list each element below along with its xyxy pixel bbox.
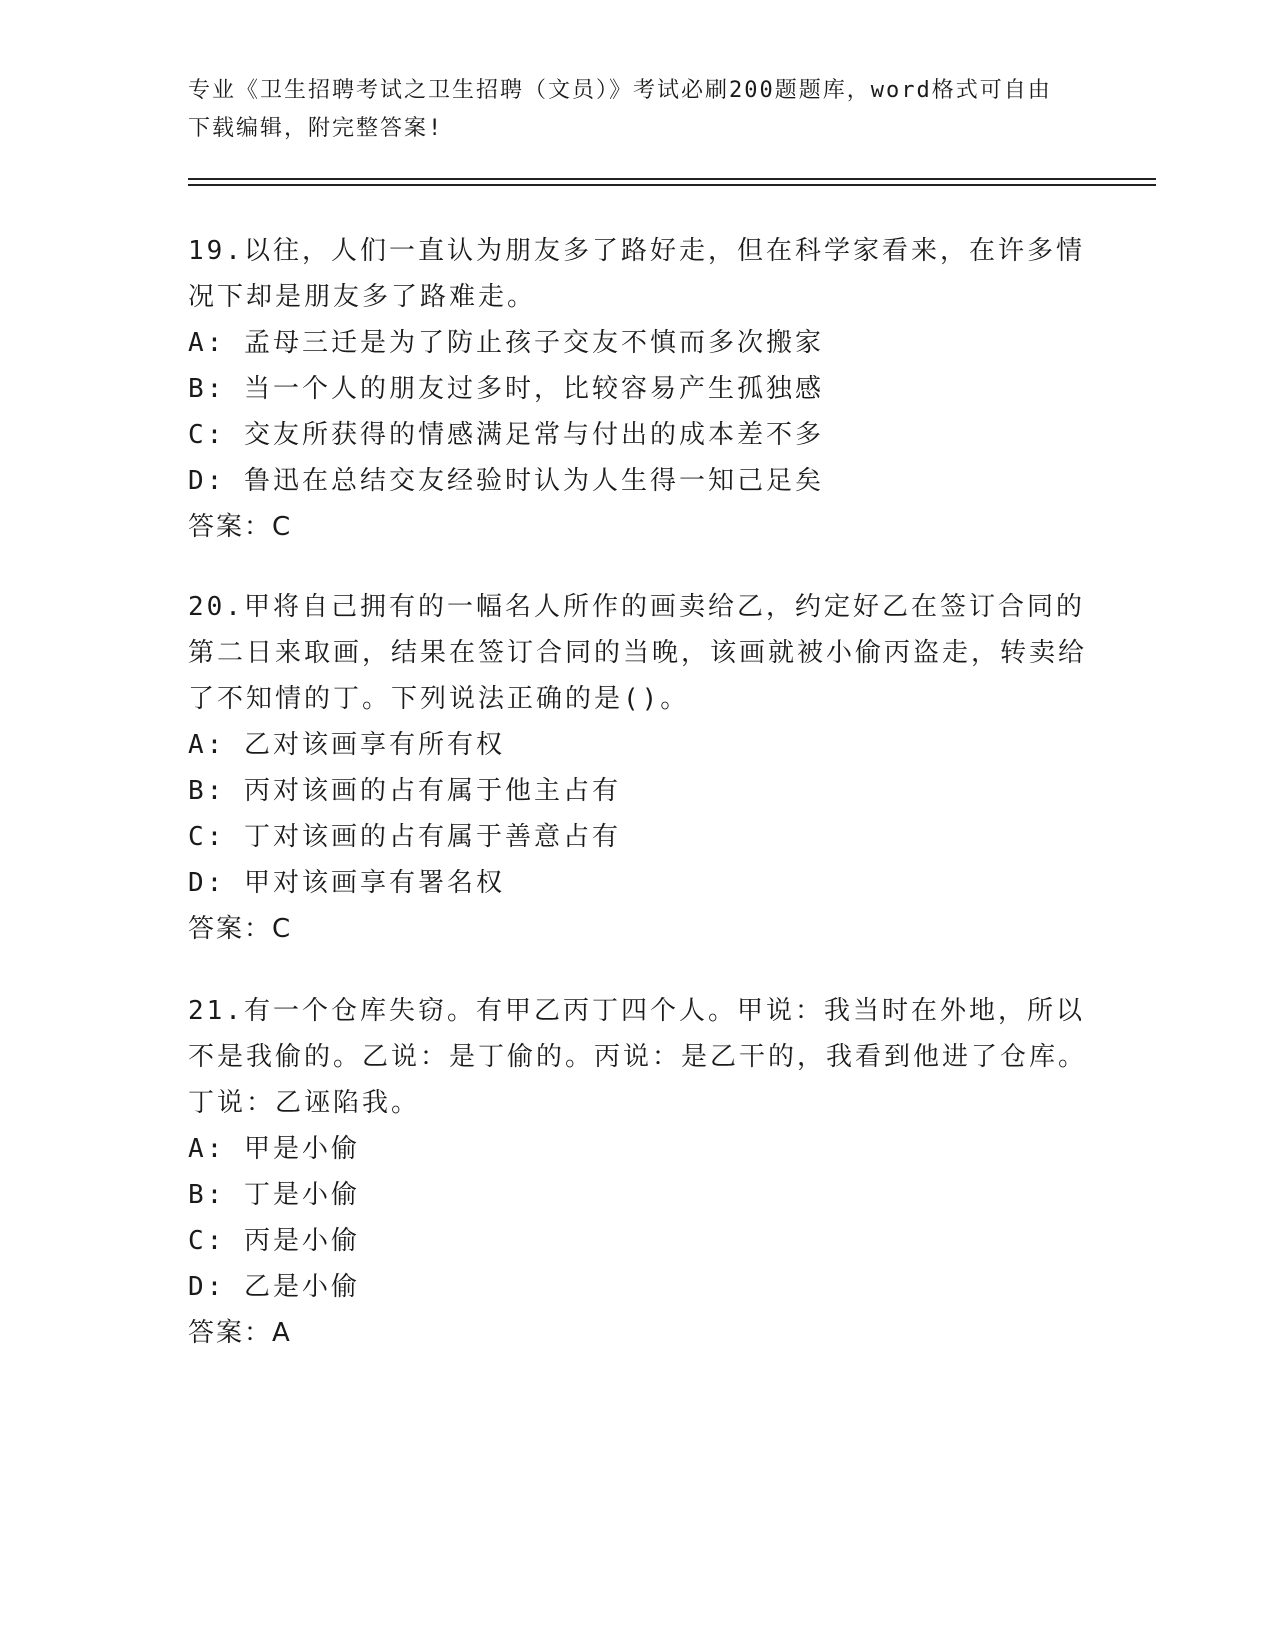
option-d: D: 甲对该画享有署名权 xyxy=(188,868,505,898)
option-c: C: 丙是小偷 xyxy=(188,1226,360,1256)
question-stem: 19.以往，人们一直认为朋友多了路好走，但在科学家看来，在许多情况下却是朋友多了路难走。 xyxy=(188,236,1085,312)
option-b: B: 当一个人的朋友过多时，比较容易产生孤独感 xyxy=(188,374,824,404)
question-20 xyxy=(188,584,1088,952)
option-d: D: 鲁迅在总结交友经验时认为人生得一知己足矣 xyxy=(188,466,824,496)
question-19 xyxy=(188,228,1088,550)
option-c: C: 丁对该画的占有属于善意占有 xyxy=(188,822,621,852)
option-d: D: 乙是小偷 xyxy=(188,1272,360,1302)
header-divider-bottom xyxy=(188,184,1156,186)
answer-line: 答案：A xyxy=(188,1318,292,1348)
option-b: B: 丙对该画的占有属于他主占有 xyxy=(188,776,621,806)
option-a: A: 甲是小偷 xyxy=(188,1134,360,1164)
answer-line: 答案：C xyxy=(188,512,293,542)
document-header: 专业《卫生招聘考试之卫生招聘（文员）》考试必刷200题题库，word格式可自由下载编辑，附完整答案! xyxy=(188,78,1052,141)
question-stem: 21.有一个仓库失窃。有甲乙丙丁四个人。甲说：我当时在外地，所以不是我偷的。乙说：是丁偷的。丙说：是乙干的，我看到他进了仓库。丁说：乙诬陷我。 xyxy=(188,996,1088,1118)
question-stem: 20.甲将自己拥有的一幅名人所作的画卖给乙，约定好乙在签订合同的第二日来取画，结果在签订合同的当晚，该画就被小偷丙盗走，转卖给了不知情的丁。下列说法正确的是()。 xyxy=(188,592,1088,714)
option-b: B: 丁是小偷 xyxy=(188,1180,360,1210)
option-a: A: 孟母三迁是为了防止孩子交友不慎而多次搬家 xyxy=(188,328,824,358)
question-21 xyxy=(188,988,1088,1356)
answer-line: 答案：C xyxy=(188,914,293,944)
option-c: C: 交友所获得的情感满足常与付出的成本差不多 xyxy=(188,420,824,450)
option-a: A: 乙对该画享有所有权 xyxy=(188,730,505,760)
header-divider-top xyxy=(188,178,1156,180)
